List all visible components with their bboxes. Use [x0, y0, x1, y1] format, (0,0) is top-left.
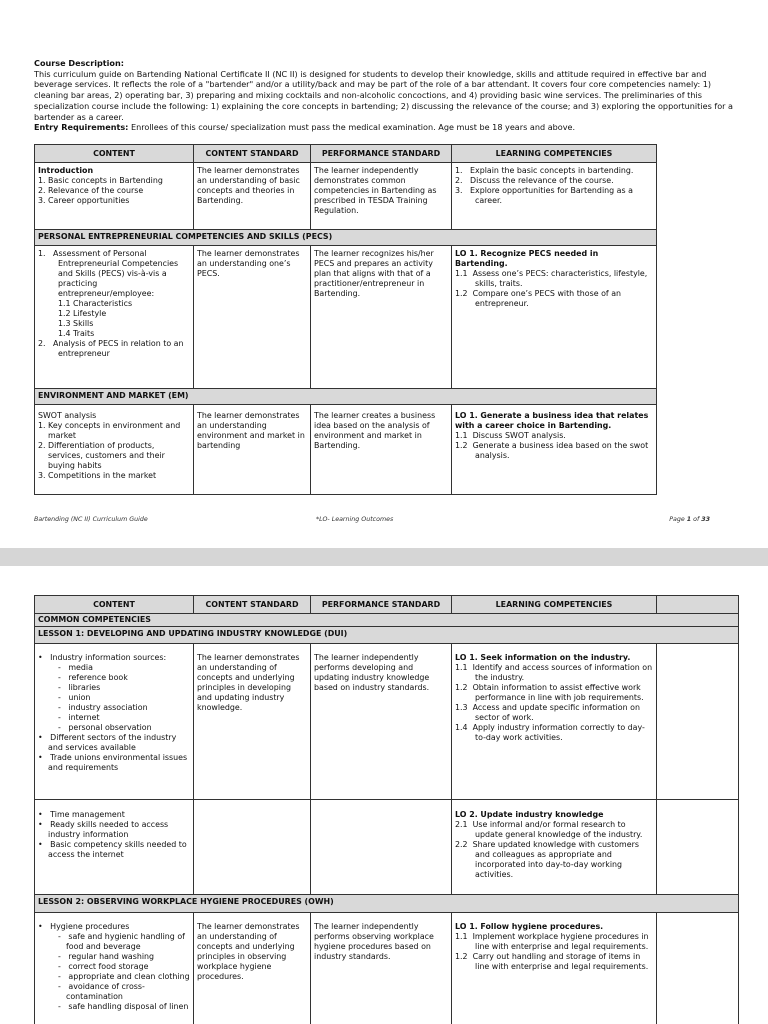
course-description	[34, 58, 738, 122]
competency-item: 2. Discuss the relevance of the course.	[455, 176, 614, 185]
cell-learning-competencies	[452, 800, 657, 895]
learning-outcome-item: 2.2 Share updated knowledge with customers and colleagues as appropriate and incorporated into day-to-day working activities.	[455, 840, 639, 879]
section-row-lesson-2	[35, 895, 739, 913]
cell-content	[35, 246, 194, 389]
cell-learning-competencies	[452, 405, 657, 495]
cell-learning-competencies	[452, 644, 657, 800]
learning-outcome-title: LO 1. Generate a business idea that relates with a career choice in Bartending.	[455, 411, 649, 430]
lesson-title: LESSON 2: OBSERVING WORKPLACE HYGIENE PROCEDURES (OWH)	[35, 895, 739, 913]
cell-content-standard: The learner demonstrates an understanding environment and market in bartending	[194, 405, 311, 495]
header-performance-standard: PERFORMANCE STANDARD	[311, 596, 452, 614]
dash-item: - media	[58, 663, 93, 672]
cell-content-standard: The learner demonstrates an understanding of concepts and underlying principles in developing and updating industry knowledge.	[194, 644, 311, 800]
em-item: 1. Key concepts in environment and market	[38, 421, 181, 440]
intro-item: 3. Career opportunities	[38, 196, 130, 205]
cell-learning-competencies	[452, 246, 657, 389]
entry-requirements-label: Entry Requirements:	[34, 122, 129, 132]
cell-learning-competencies	[452, 913, 657, 1024]
pecs-subitem: 1.4 Traits	[58, 329, 95, 338]
curriculum-table-page-2	[34, 595, 739, 1024]
lesson-title: LESSON 1: DEVELOPING AND UPDATING INDUSTRY KNOWLEDGE (DUI)	[35, 627, 739, 644]
cell-content	[35, 800, 194, 895]
header-learning-competencies: LEARNING COMPETENCIES	[452, 145, 657, 163]
cell-performance-standard: The learner independently performs observing workplace hygiene procedures based on industry standards.	[311, 913, 452, 1024]
bullet-item: • Hygiene procedures	[38, 922, 130, 931]
dash-item: - industry association	[58, 703, 148, 712]
cell-content-standard: The learner demonstrates an understanding of concepts and underlying principles in observing workplace hygiene procedures.	[194, 913, 311, 1024]
dash-item: - appropriate and clean clothing	[58, 972, 190, 981]
header-blank	[657, 596, 739, 614]
em-item: 2. Differentiation of products, services, customers and their buying habits	[38, 441, 165, 470]
competency-item: 3. Explore opportunities for Bartending as a career.	[455, 186, 633, 205]
dash-item: - libraries	[58, 683, 101, 692]
bullet-item: • Ready skills needed to access industry information	[38, 820, 169, 839]
footer-page-number	[669, 516, 710, 523]
footer-page-of: of	[691, 516, 702, 523]
dash-item: - correct food storage	[58, 962, 149, 971]
dash-item: - reference book	[58, 673, 128, 682]
cell-content	[35, 913, 194, 1024]
cell-performance-standard	[311, 800, 452, 895]
header-performance-standard: PERFORMANCE STANDARD	[311, 145, 452, 163]
header-content-standard: CONTENT STANDARD	[194, 596, 311, 614]
section-row-common	[35, 614, 739, 627]
header-learning-competencies: LEARNING COMPETENCIES	[452, 596, 657, 614]
learning-outcome-title: LO 1. Recognize PECS needed in Bartending.	[455, 249, 599, 268]
table-row-pecs	[35, 246, 657, 389]
table-row-dui-lo1	[35, 644, 739, 800]
bullet-item: • Different sectors of the industry and services available	[38, 733, 177, 752]
learning-outcome-item: 1.2 Generate a business idea based on the swot analysis.	[455, 441, 649, 460]
dash-item: - safe handling disposal of linen	[58, 1002, 189, 1011]
cell-content	[35, 163, 194, 230]
dash-item: - union	[58, 693, 91, 702]
table-header-row	[35, 145, 657, 163]
cell-content-standard: The learner demonstrates an understanding one’s PECS.	[194, 246, 311, 389]
bullet-item: • Basic competency skills needed to access the internet	[38, 840, 187, 859]
table-row-owh-lo1	[35, 913, 739, 1024]
em-title: SWOT analysis	[38, 411, 97, 420]
learning-outcome-item: 1.1 Implement workplace hygiene procedures in line with enterprise and legal requirements.	[455, 932, 649, 951]
header-content: CONTENT	[35, 596, 194, 614]
footer-page-prefix: Page	[669, 516, 687, 523]
entry-requirements	[34, 122, 738, 133]
cell-content-standard: The learner demonstrates an understanding of basic concepts and theories in Bartending.	[194, 163, 311, 230]
course-description-heading: Course Description:	[34, 58, 124, 68]
cell-blank	[657, 800, 739, 895]
section-title: ENVIRONMENT AND MARKET (EM)	[35, 389, 657, 405]
pecs-subitem: 1.1 Characteristics	[58, 299, 133, 308]
bullet-item: • Industry information sources:	[38, 653, 167, 662]
learning-outcome-item: 1.2 Obtain information to assist effective work performance in line with job requirements.	[455, 683, 644, 702]
learning-outcome-item: 2.1 Use informal and/or formal research to update general knowledge of the industry.	[455, 820, 643, 839]
learning-outcome-item: 1.1 Assess one’s PECS: characteristics, lifestyle, skills, traits.	[455, 269, 648, 288]
learning-outcome-item: 1.4 Apply industry information correctly to day-to-day work activities.	[455, 723, 645, 742]
cell-content	[35, 405, 194, 495]
header-content: CONTENT	[35, 145, 194, 163]
bullet-item: • Time management	[38, 810, 125, 819]
cell-blank	[657, 913, 739, 1024]
learning-outcome-item: 1.3 Access and update specific information on sector of work.	[455, 703, 640, 722]
section-title: PERSONAL ENTREPRENEURIAL COMPETENCIES AND SKILLS (PECS)	[35, 230, 657, 246]
cell-content-standard	[194, 800, 311, 895]
table-header-row	[35, 596, 739, 614]
dash-item: - avoidance of cross-contamination	[58, 982, 145, 1001]
learning-outcome-title: LO 1. Follow hygiene procedures.	[455, 922, 604, 931]
page-2	[0, 566, 768, 1024]
pecs-subitem: 1.2 Lifestyle	[58, 309, 107, 318]
footer-page-total: 33	[701, 516, 710, 523]
cell-performance-standard: The learner recognizes his/her PECS and prepares an activity plan that aligns with that of a practitioner/entrepreneur in Bartending.	[311, 246, 452, 389]
curriculum-table-page-1	[34, 144, 657, 495]
learning-outcome-title: LO 1. Seek information on the industry.	[455, 653, 631, 662]
footer-guide-title: Bartending (NC II) Curriculum Guide	[34, 516, 148, 523]
intro-item: 2. Relevance of the course	[38, 186, 144, 195]
cell-blank	[657, 644, 739, 800]
dash-item: - internet	[58, 713, 100, 722]
footer-lo-note: *LO- Learning Outcomes	[316, 516, 394, 523]
pecs-item: 2. Analysis of PECS in relation to an entrepreneur	[38, 339, 184, 358]
learning-outcome-item: 1.1 Identify and access sources of information on the industry.	[455, 663, 653, 682]
section-title: COMMON COMPETENCIES	[35, 614, 739, 627]
section-row-em	[35, 389, 657, 405]
entry-requirements-text: Enrollees of this course/ specialization must pass the medical examination. Age must be 18 years and above.	[128, 122, 576, 132]
table-row-em	[35, 405, 657, 495]
dash-item: - regular hand washing	[58, 952, 155, 961]
dash-item: - safe and hygienic handling of food and beverage	[58, 932, 185, 951]
learning-outcome-item: 1.1 Discuss SWOT analysis.	[455, 431, 566, 440]
competency-item: 1. Explain the basic concepts in bartending.	[455, 166, 634, 175]
bullet-item: • Trade unions environmental issues and requirements	[38, 753, 188, 772]
footer-page-current: 1	[686, 516, 692, 523]
intro-item: 1. Basic concepts in Bartending	[38, 176, 163, 185]
learning-outcome-item: 1.2 Carry out handling and storage of items in line with enterprise and legal requirements.	[455, 952, 649, 971]
dash-item: - personal observation	[58, 723, 152, 732]
cell-performance-standard: The learner creates a business idea based on the analysis of environment and market in Bartending.	[311, 405, 452, 495]
learning-outcome-item: 1.2 Compare one’s PECS with those of an entrepreneur.	[455, 289, 622, 308]
section-row-pecs	[35, 230, 657, 246]
pecs-subitem: 1.3 Skills	[58, 319, 94, 328]
pecs-item: 1. Assessment of Personal Entrepreneurial Competencies and Skills (PECS) vis-à-vis a practicing entrepreneur/employee:	[38, 249, 179, 298]
table-row-introduction	[35, 163, 657, 230]
header-content-standard: CONTENT STANDARD	[194, 145, 311, 163]
cell-learning-competencies	[452, 163, 657, 230]
table-row-dui-lo2	[35, 800, 739, 895]
cell-content	[35, 644, 194, 800]
em-item: 3. Competitions in the market	[38, 471, 157, 480]
course-description-text: This curriculum guide on Bartending National Certificate II (NC II) is designed for students to develop their knowledge, skills and attitude required in effective bar and beverage services. It reflects the role of a "bartender" and/or a utility/back and may be part of the role of a bar attendant. It covers four core competencies namely: 1) cleaning bar areas, 2) operating bar, 3) preparing and mixing cocktails and non-alcoholic concoctions, and 4) providing basic wine services. The preliminaries of this specialization course include the following: 1) explaining the core concepts in bartending; 2) discussing the relevance of the course; and 3) exploring the opportunities for a bartender as a career.	[34, 68, 734, 122]
cell-performance-standard: The learner independently performs developing and updating industry knowledge based on industry standards.	[311, 644, 452, 800]
cell-performance-standard: The learner independently demonstrates common competencies in Bartending as prescribed in TESDA Training Regulation.	[311, 163, 452, 230]
intro-title: Introduction	[38, 166, 94, 175]
section-row-lesson-1	[35, 627, 739, 644]
learning-outcome-title: LO 2. Update industry knowledge	[455, 810, 604, 819]
